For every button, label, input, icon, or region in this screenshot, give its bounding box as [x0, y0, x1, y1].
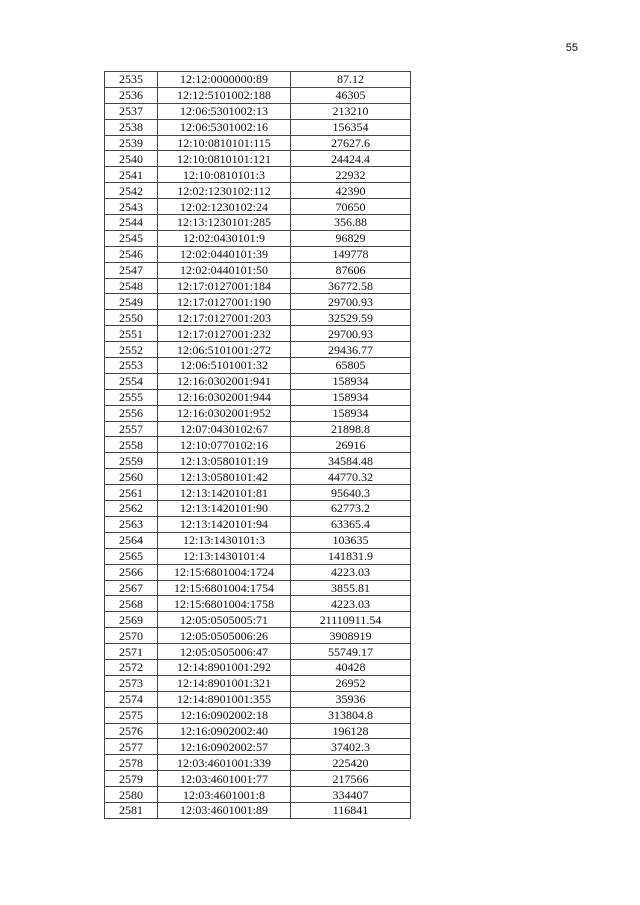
row-number-cell: 2554 [105, 373, 158, 389]
value-cell: 158934 [291, 373, 411, 389]
value-cell: 55749.17 [291, 644, 411, 660]
table-row [105, 167, 411, 183]
row-number-cell: 2572 [105, 659, 158, 675]
row-number-cell: 2544 [105, 215, 158, 231]
value-cell: 63365.4 [291, 516, 411, 532]
row-number-cell: 2567 [105, 580, 158, 596]
data-table [104, 71, 411, 819]
table-row [105, 532, 411, 548]
cadastral-number-cell: 12:02:0440101:50 [158, 262, 291, 278]
cadastral-number-cell: 12:16:0302001:944 [158, 389, 291, 405]
cadastral-number-cell: 12:14:8901001:321 [158, 675, 291, 691]
row-number-cell: 2579 [105, 771, 158, 787]
value-cell: 36772.58 [291, 278, 411, 294]
row-number-cell: 2561 [105, 485, 158, 501]
value-cell: 24424.4 [291, 151, 411, 167]
value-cell: 3908919 [291, 628, 411, 644]
cadastral-number-cell: 12:02:1230102:112 [158, 183, 291, 199]
row-number-cell: 2556 [105, 405, 158, 421]
value-cell: 26916 [291, 437, 411, 453]
table-row [105, 278, 411, 294]
row-number-cell: 2546 [105, 246, 158, 262]
table-row [105, 87, 411, 103]
table-row [105, 262, 411, 278]
row-number-cell: 2571 [105, 644, 158, 660]
cadastral-number-cell: 12:13:0580101:42 [158, 469, 291, 485]
cadastral-number-cell: 12:16:0302001:941 [158, 373, 291, 389]
cadastral-number-cell: 12:15:6801004:1758 [158, 596, 291, 612]
value-cell: 34584.48 [291, 453, 411, 469]
value-cell: 217566 [291, 771, 411, 787]
cadastral-number-cell: 12:03:4601001:8 [158, 787, 291, 803]
cadastral-number-cell: 12:05:0505006:47 [158, 644, 291, 660]
table-row [105, 596, 411, 612]
value-cell: 22932 [291, 167, 411, 183]
value-cell: 96829 [291, 230, 411, 246]
table-row [105, 389, 411, 405]
cadastral-number-cell: 12:05:0505005:71 [158, 612, 291, 628]
table-row [105, 644, 411, 660]
table-row [105, 405, 411, 421]
row-number-cell: 2573 [105, 675, 158, 691]
cadastral-number-cell: 12:06:5101001:32 [158, 358, 291, 374]
value-cell: 21898.8 [291, 421, 411, 437]
page-number: 55 [565, 42, 578, 54]
table-row [105, 628, 411, 644]
table-row [105, 373, 411, 389]
cadastral-number-cell: 12:02:1230102:24 [158, 199, 291, 215]
table-row [105, 707, 411, 723]
cadastral-number-cell: 12:17:0127001:232 [158, 326, 291, 342]
row-number-cell: 2552 [105, 342, 158, 358]
row-number-cell: 2535 [105, 72, 158, 88]
value-cell: 156354 [291, 119, 411, 135]
cadastral-number-cell: 12:16:0302001:952 [158, 405, 291, 421]
row-number-cell: 2566 [105, 564, 158, 580]
value-cell: 4223.03 [291, 564, 411, 580]
value-cell: 70650 [291, 199, 411, 215]
row-number-cell: 2553 [105, 358, 158, 374]
value-cell: 32529.59 [291, 310, 411, 326]
value-cell: 103635 [291, 532, 411, 548]
row-number-cell: 2540 [105, 151, 158, 167]
cadastral-number-cell: 12:17:0127001:203 [158, 310, 291, 326]
table-row [105, 199, 411, 215]
value-cell: 65805 [291, 358, 411, 374]
value-cell: 356.88 [291, 215, 411, 231]
cadastral-number-cell: 12:06:5101001:272 [158, 342, 291, 358]
table-row [105, 421, 411, 437]
row-number-cell: 2581 [105, 802, 158, 818]
table-row [105, 516, 411, 532]
row-number-cell: 2560 [105, 469, 158, 485]
table-row [105, 119, 411, 135]
value-cell: 46305 [291, 87, 411, 103]
table-row [105, 72, 411, 88]
table-row [105, 501, 411, 517]
value-cell: 213210 [291, 103, 411, 119]
value-cell: 29700.93 [291, 326, 411, 342]
value-cell: 334407 [291, 787, 411, 803]
table-body [105, 72, 411, 819]
cadastral-number-cell: 12:03:4601001:339 [158, 755, 291, 771]
row-number-cell: 2539 [105, 135, 158, 151]
table-row [105, 151, 411, 167]
table-row [105, 755, 411, 771]
cadastral-number-cell: 12:13:1420101:81 [158, 485, 291, 501]
cadastral-number-cell: 12:13:1430101:3 [158, 532, 291, 548]
value-cell: 37402.3 [291, 739, 411, 755]
cadastral-number-cell: 12:12:0000000:89 [158, 72, 291, 88]
value-cell: 87.12 [291, 72, 411, 88]
table-row [105, 230, 411, 246]
cadastral-number-cell: 12:02:0430101:9 [158, 230, 291, 246]
row-number-cell: 2559 [105, 453, 158, 469]
table-row [105, 659, 411, 675]
row-number-cell: 2551 [105, 326, 158, 342]
value-cell: 21110911.54 [291, 612, 411, 628]
cadastral-number-cell: 12:16:0902002:40 [158, 723, 291, 739]
row-number-cell: 2564 [105, 532, 158, 548]
row-number-cell: 2565 [105, 548, 158, 564]
table-row [105, 358, 411, 374]
cadastral-number-cell: 12:14:8901001:292 [158, 659, 291, 675]
row-number-cell: 2545 [105, 230, 158, 246]
row-number-cell: 2574 [105, 691, 158, 707]
cadastral-number-cell: 12:06:5301002:13 [158, 103, 291, 119]
value-cell: 35936 [291, 691, 411, 707]
cadastral-number-cell: 12:17:0127001:190 [158, 294, 291, 310]
table-row [105, 310, 411, 326]
cadastral-number-cell: 12:05:0505006:26 [158, 628, 291, 644]
table-row [105, 580, 411, 596]
value-cell: 158934 [291, 405, 411, 421]
cadastral-number-cell: 12:07:0430102:67 [158, 421, 291, 437]
value-cell: 27627.6 [291, 135, 411, 151]
value-cell: 29700.93 [291, 294, 411, 310]
row-number-cell: 2547 [105, 262, 158, 278]
row-number-cell: 2543 [105, 199, 158, 215]
row-number-cell: 2570 [105, 628, 158, 644]
row-number-cell: 2562 [105, 501, 158, 517]
cadastral-number-cell: 12:06:5301002:16 [158, 119, 291, 135]
table-row [105, 135, 411, 151]
row-number-cell: 2549 [105, 294, 158, 310]
row-number-cell: 2557 [105, 421, 158, 437]
table-row [105, 326, 411, 342]
row-number-cell: 2576 [105, 723, 158, 739]
value-cell: 141831.9 [291, 548, 411, 564]
cadastral-number-cell: 12:10:0810101:121 [158, 151, 291, 167]
row-number-cell: 2538 [105, 119, 158, 135]
row-number-cell: 2563 [105, 516, 158, 532]
table-row [105, 103, 411, 119]
value-cell: 44770.32 [291, 469, 411, 485]
row-number-cell: 2558 [105, 437, 158, 453]
cadastral-number-cell: 12:02:0440101:39 [158, 246, 291, 262]
value-cell: 196128 [291, 723, 411, 739]
value-cell: 40428 [291, 659, 411, 675]
value-cell: 3855.81 [291, 580, 411, 596]
table-row [105, 183, 411, 199]
cadastral-number-cell: 12:16:0902002:57 [158, 739, 291, 755]
value-cell: 29436.77 [291, 342, 411, 358]
row-number-cell: 2548 [105, 278, 158, 294]
row-number-cell: 2568 [105, 596, 158, 612]
row-number-cell: 2537 [105, 103, 158, 119]
row-number-cell: 2541 [105, 167, 158, 183]
cadastral-number-cell: 12:15:6801004:1724 [158, 564, 291, 580]
value-cell: 26952 [291, 675, 411, 691]
value-cell: 158934 [291, 389, 411, 405]
value-cell: 95640.3 [291, 485, 411, 501]
row-number-cell: 2569 [105, 612, 158, 628]
cadastral-number-cell: 12:10:0810101:3 [158, 167, 291, 183]
table-row [105, 802, 411, 818]
value-cell: 149778 [291, 246, 411, 262]
row-number-cell: 2542 [105, 183, 158, 199]
value-cell: 225420 [291, 755, 411, 771]
cadastral-number-cell: 12:12:5101002:188 [158, 87, 291, 103]
cadastral-number-cell: 12:16:0902002:18 [158, 707, 291, 723]
cadastral-number-cell: 12:13:0580101:19 [158, 453, 291, 469]
row-number-cell: 2575 [105, 707, 158, 723]
table-row [105, 691, 411, 707]
value-cell: 313804.8 [291, 707, 411, 723]
table-row [105, 787, 411, 803]
row-number-cell: 2580 [105, 787, 158, 803]
cadastral-number-cell: 12:03:4601001:77 [158, 771, 291, 787]
cadastral-number-cell: 12:14:8901001:355 [158, 691, 291, 707]
table-row [105, 246, 411, 262]
value-cell: 87606 [291, 262, 411, 278]
table-row [105, 675, 411, 691]
value-cell: 4223.03 [291, 596, 411, 612]
cadastral-number-cell: 12:13:1420101:94 [158, 516, 291, 532]
cadastral-number-cell: 12:15:6801004:1754 [158, 580, 291, 596]
cadastral-number-cell: 12:13:1420101:90 [158, 501, 291, 517]
table-row [105, 215, 411, 231]
table-row [105, 723, 411, 739]
table-row [105, 437, 411, 453]
table-row [105, 771, 411, 787]
row-number-cell: 2578 [105, 755, 158, 771]
table-row [105, 739, 411, 755]
cadastral-number-cell: 12:13:1430101:4 [158, 548, 291, 564]
table-row [105, 342, 411, 358]
table-row [105, 485, 411, 501]
cadastral-number-cell: 12:17:0127001:184 [158, 278, 291, 294]
value-cell: 116841 [291, 802, 411, 818]
table-row [105, 548, 411, 564]
table-row [105, 469, 411, 485]
value-cell: 42390 [291, 183, 411, 199]
value-cell: 62773.2 [291, 501, 411, 517]
table-row [105, 564, 411, 580]
table-row [105, 453, 411, 469]
table-row [105, 294, 411, 310]
cadastral-number-cell: 12:10:0810101:115 [158, 135, 291, 151]
row-number-cell: 2555 [105, 389, 158, 405]
cadastral-number-cell: 12:10:0770102:16 [158, 437, 291, 453]
table-row [105, 612, 411, 628]
cadastral-number-cell: 12:13:1230101:285 [158, 215, 291, 231]
cadastral-number-cell: 12:03:4601001:89 [158, 802, 291, 818]
row-number-cell: 2550 [105, 310, 158, 326]
row-number-cell: 2536 [105, 87, 158, 103]
row-number-cell: 2577 [105, 739, 158, 755]
